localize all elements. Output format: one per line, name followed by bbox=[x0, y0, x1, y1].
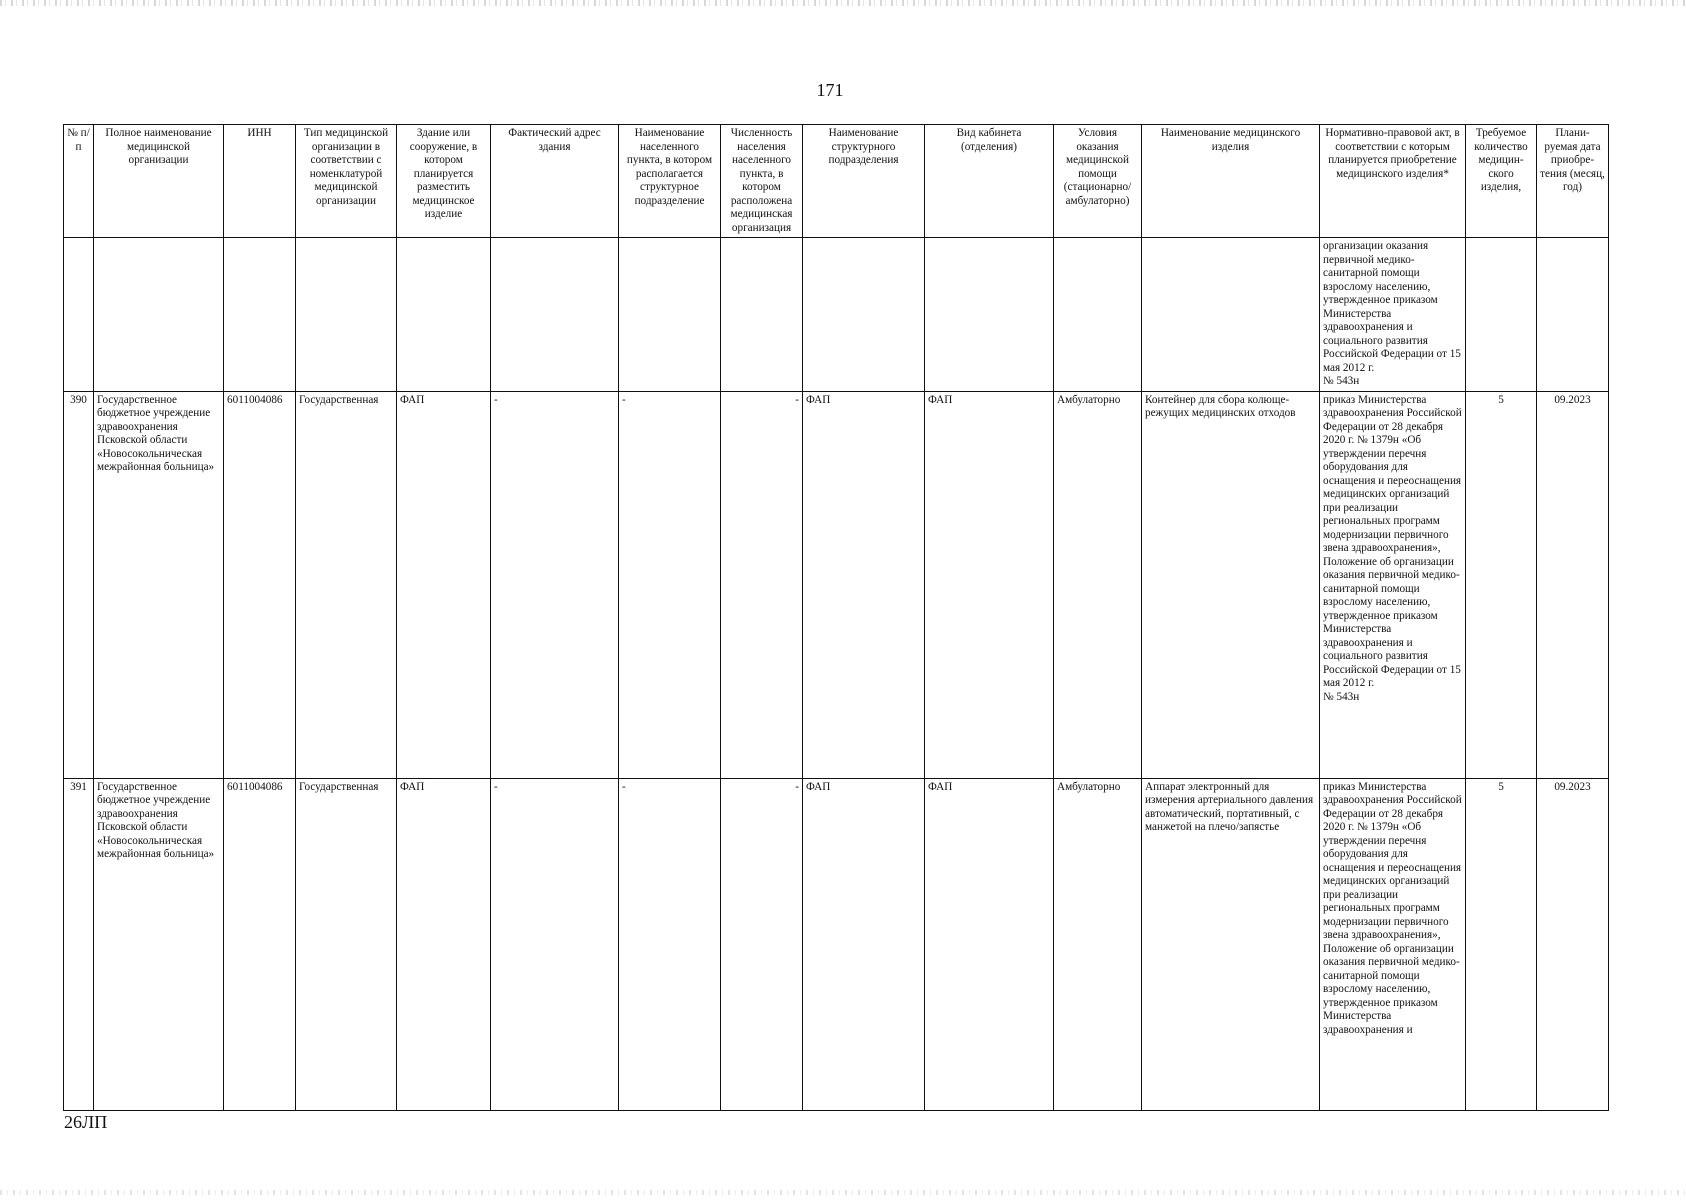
cell-date: 09.2023 bbox=[1537, 391, 1609, 778]
table-cell bbox=[397, 238, 491, 392]
table-cell bbox=[94, 238, 224, 392]
cell-population: - bbox=[721, 391, 803, 778]
table-cell bbox=[1054, 238, 1142, 392]
footer-mark: 26ЛП bbox=[64, 1112, 108, 1132]
cell-population: - bbox=[721, 778, 803, 1110]
table-cell bbox=[296, 238, 397, 392]
table-cell bbox=[1142, 238, 1320, 392]
col-header-num: № п/п bbox=[64, 125, 94, 238]
cell-inn: 6011004086 bbox=[224, 391, 296, 778]
table-cell bbox=[721, 238, 803, 392]
cell-org-type: Государственная bbox=[296, 391, 397, 778]
col-header-quantity: Требуемое количество медицин-ского изделия, bbox=[1466, 125, 1537, 238]
col-header-date: Плани-руемая дата приобре-тения (месяц, год) bbox=[1537, 125, 1609, 238]
col-header-population: Численность населения населенного пункта, в котором расположена медицинская организация bbox=[721, 125, 803, 238]
cell-settlement: - bbox=[619, 391, 721, 778]
col-header-address: Фактический адрес здания bbox=[491, 125, 619, 238]
col-header-settlement: Наименование населенного пункта, в котором располагается структурное подразделение bbox=[619, 125, 721, 238]
col-header-org: Полное наименование медицинской организации bbox=[94, 125, 224, 238]
table-cell bbox=[1466, 238, 1537, 392]
page-number: 171 bbox=[816, 80, 844, 100]
cell-building: ФАП bbox=[397, 778, 491, 1110]
cell-cabinet: ФАП bbox=[925, 391, 1054, 778]
cell-quantity: 5 bbox=[1466, 391, 1537, 778]
cell-cabinet: ФАП bbox=[925, 778, 1054, 1110]
col-header-org-type: Тип медицинской организации в соответствии с номенклатурой медицинской организации bbox=[296, 125, 397, 238]
table-cell bbox=[925, 238, 1054, 392]
cell-legal-act-continued: организации оказания первичной медико-санитарной помощи взрослому населению, утвержденное приказом Министерства здравоохранения и социального развития Российской Федерации от 15 мая 2012 г. № 543н bbox=[1320, 238, 1466, 392]
cell-settlement: - bbox=[619, 778, 721, 1110]
cell-org-type: Государственная bbox=[296, 778, 397, 1110]
table-header-row bbox=[64, 125, 1609, 238]
cell-org: Государственное бюджетное учреждение здравоохранения Псковской области «Новосокольническая межрайонная больница» bbox=[94, 778, 224, 1110]
col-header-building: Здание или сооружение, в котором планируется разместить медицинское изделие bbox=[397, 125, 491, 238]
cell-address: - bbox=[491, 778, 619, 1110]
table-cell bbox=[619, 238, 721, 392]
col-header-device: Наименование медицинского изделия bbox=[1142, 125, 1320, 238]
cell-device: Контейнер для сбора колюще-режущих медицинских отходов bbox=[1142, 391, 1320, 778]
medical-devices-table bbox=[63, 124, 1609, 1111]
col-header-legal-act: Нормативно-правовой акт, в соответствии с которым планируется приобретение медицинского изделия* bbox=[1320, 125, 1466, 238]
table-cell bbox=[803, 238, 925, 392]
col-header-conditions: Условия оказания медицинской помощи (стационарно/ амбулаторно) bbox=[1054, 125, 1142, 238]
cell-legal-act: приказ Министерства здравоохранения Российской Федерации от 28 декабря 2020 г. № 1379н «Об утверждении перечня оборудования для оснащения и переоснащения медицинских организаций при реализации региональных программ модернизации первичного звена здравоохранения», Положение об организации оказания первичной медико-санитарной помощи взрослому населению, утвержденное приказом Министерства здравоохранения и bbox=[1320, 778, 1466, 1110]
table-row bbox=[64, 778, 1609, 1110]
table-cell bbox=[1537, 238, 1609, 392]
cell-org: Государственное бюджетное учреждение здравоохранения Псковской области «Новосокольническая межрайонная больница» bbox=[94, 391, 224, 778]
cell-conditions: Амбулаторно bbox=[1054, 391, 1142, 778]
cell-subdivision: ФАП bbox=[803, 391, 925, 778]
cell-legal-act: приказ Министерства здравоохранения Российской Федерации от 28 декабря 2020 г. № 1379н «Об утверждении перечня оборудования для оснащения и переоснащения медицинских организаций при реализации региональных программ модернизации первичного звена здравоохранения», Положение об организации оказания первичной медико-санитарной помощи взрослому населению, утвержденное приказом Министерства здравоохранения и социального развития Российской Федерации от 15 мая 2012 г. № 543н bbox=[1320, 391, 1466, 778]
col-header-subdivision: Наименование структурного подразделения bbox=[803, 125, 925, 238]
cell-num: 391 bbox=[64, 778, 94, 1110]
cell-conditions: Амбулаторно bbox=[1054, 778, 1142, 1110]
table-row-continuation bbox=[64, 238, 1609, 392]
cell-address: - bbox=[491, 391, 619, 778]
scan-edge-bottom bbox=[0, 1190, 1686, 1195]
table-cell bbox=[64, 238, 94, 392]
table-cell bbox=[224, 238, 296, 392]
table-row bbox=[64, 391, 1609, 778]
cell-num: 390 bbox=[64, 391, 94, 778]
cell-date: 09.2023 bbox=[1537, 778, 1609, 1110]
col-header-inn: ИНН bbox=[224, 125, 296, 238]
cell-subdivision: ФАП bbox=[803, 778, 925, 1110]
scan-edge-top bbox=[0, 0, 1686, 6]
cell-device: Аппарат электронный для измерения артериального давления автоматический, портативный, с манжетой на плечо/запястье bbox=[1142, 778, 1320, 1110]
table-cell bbox=[491, 238, 619, 392]
col-header-cabinet: Вид кабинета (отделения) bbox=[925, 125, 1054, 238]
cell-inn: 6011004086 bbox=[224, 778, 296, 1110]
cell-building: ФАП bbox=[397, 391, 491, 778]
cell-quantity: 5 bbox=[1466, 778, 1537, 1110]
